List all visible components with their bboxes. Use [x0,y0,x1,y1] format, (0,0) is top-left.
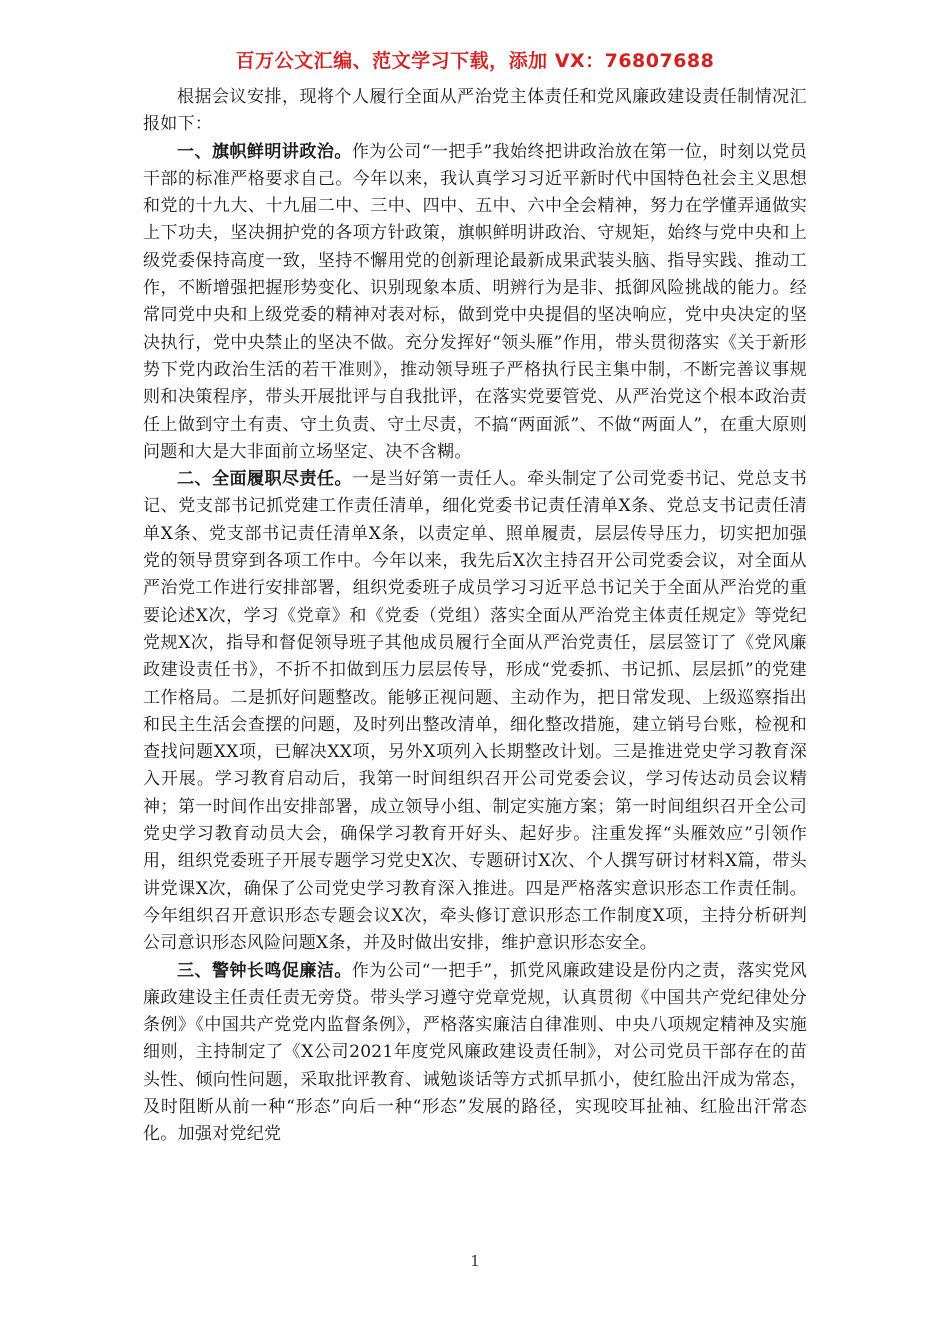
paragraph-text: 根据会议安排，现将个人履行全面从严治党主体责任和党风廉政建设责任制情况汇报如下： [143,87,807,135]
section-2-heading: 二、全面履职尽责任。 [177,469,353,490]
document-body [143,84,807,1149]
paragraph-text: 一是当好第一责任人。牵头制定了公司党委书记、党总支书记、党支部书记抓党建工作责任清单，细化党委书记责任清单X条、党总支书记责任清单X条、党支部书记责任清单X条，以责定单、照单履责，层层传导压力，切实把加强党的领导贯穿到各项工作中。今年以来，我先后X次主持召开公司党委会议，对全面从严治党工作进行安排部署，组织党委班子成员学习习近平总书记关于全面从严治党的重要论述X次，学习《党章》和《党委（党组）落实全面从严治党主体责任规定》等党纪党规X次，指导和督促领导班子其他成员履行全面从严治党责任，层层签订了《党风廉政建设责任书》，不折不扣做到压力层层传导，形成“党委抓、书记抓、层层抓”的党建工作格局。二是抓好问题整改。能够正视问题、主动作为，把日常发现、上级巡察指出和民主生活会查摆的问题，及时列出整改清单，细化整改措施，建立销号台账，检视和查找问题XX项，已解决XX项，另外X项列入长期整改计划。三是推进党史学习教育深入开展。学习教育启动后，我第一时间组织召开公司党委会议，学习传达动员会议精神；第一时间作出安排部署，成立领导小组、制定实施方案；第一时间组织召开全公司党史学习教育动员大会，确保学习教育开好头、起好步。注重发挥“头雁效应”引领作用，组织党委班子开展专题学习党史X次、专题研讨X次、个人撰写研讨材料X篇，带头讲党课X次，确保了公司党史学习教育深入推进。四是严格落实意识形态工作责任制。今年组织召开意识形态专题会议X次，牵头修订意识形态工作制度X项，主持分析研判公司意识形态风险问题X条，并及时做出安排，维护意识形态安全。 [143,469,807,954]
intro-paragraph [143,84,807,139]
section-1-paragraph [143,139,807,467]
section-1-heading: 一、旗帜鲜明讲政治。 [177,141,352,162]
section-3-heading: 三、警钟长鸣促廉洁。 [177,960,352,981]
section-3-paragraph [143,958,807,1149]
paragraph-text: 作为公司“一把手”，抓党风廉政建设是份内之责，落实党风廉政建设主任责任责无旁贷。带头学习遵守党章党规，认真贯彻《中国共产党纪律处分条例》《中国共产党党内监督条例》，严格落实廉洁自律准则、中央八项规定精神及实施细则，主持制定了《X公司2021年度党风廉政建设责任制》，对公司党员干部存在的苗头性、倾向性问题，采取批评教育、诫勉谈话等方式抓早抓小，使红脸出汗成为常态，及时阻断从前一种“形态”向后一种“形态”发展的路径，实现咬耳扯袖、红脸出汗常态化。加强对党纪党 [143,960,807,1145]
paragraph-text: 作为公司“一把手”我始终把讲政治放在第一位，时刻以党员干部的标准严格要求自己。今年以来，我认真学习习近平新时代中国特色社会主义思想和党的十九大、十九届二中、三中、四中、五中、六中全会精神，努力在学懂弄通做实上下功夫，坚决拥护党的各项方针政策，旗帜鲜明讲政治、守规矩，始终与党中央和上级党委保持高度一致，坚持不懈用党的创新理论最新成果武装头脑、指导实践、推动工作，不断增强把握形势变化、识别现象本质、明辨行为是非、抵御风险挑战的能力。经常同党中央和上级党委的精神对表对标，做到党中央提倡的坚决响应，党中央决定的坚决执行，党中央禁止的坚决不做。充分发挥好“领头雁”作用，带头贯彻落实《关于新形势下党内政治生活的若干准则》，推动领导班子严格执行民主集中制，不断完善议事规则和决策程序，带头开展批评与自我批评，在落实党要管党、从严治党这个根本政治责任上做到守土有责、守土负责、守土尽责，不搞“两面派”、不做“两面人”，在重大原则问题和大是大非面前立场坚定、决不含糊。 [143,141,807,462]
watermark-banner: 百万公文汇编、范文学习下载，添加 VX：76807688 [235,50,715,72]
section-2-paragraph [143,466,807,957]
page-number: 1 [470,1252,480,1270]
